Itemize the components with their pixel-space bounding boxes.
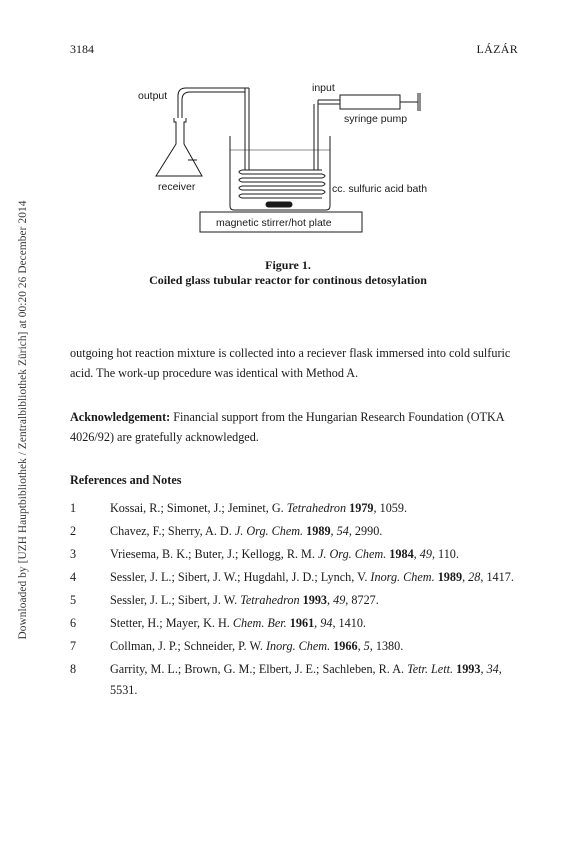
reference-number: 6 [70,616,77,630]
reference-volume: , 54 [330,524,349,538]
reference-journal: Tetrahedron [240,593,300,607]
reference-year: 1989 [434,570,463,584]
reference-list [70,498,530,703]
reference-item [70,613,530,634]
figure-caption: Coiled glass tubular reactor for continous detosylation [149,273,427,287]
reference-journal: Tetrahedron [286,501,347,515]
reference-pages: , 1059. [373,501,408,515]
reference-pages: , 1380. [369,639,404,653]
reference-number: 1 [70,501,77,515]
reference-volume: , 94 [314,616,333,630]
reference-item [70,636,530,657]
reference-item [70,659,530,701]
reference-volume: , 49 [413,547,432,561]
reference-year: 1989 [303,524,331,538]
reference-journal: Tetr. Lett. [407,662,454,676]
syringe-barrel [340,95,400,109]
reference-volume: , 5 [357,639,370,653]
acknowledgement-text: Financial support from the Hungarian Research Foundation (OTKA 4026/92) are gratefully acknowledged. [70,410,504,444]
reference-pages: , 2990. [348,524,383,538]
reference-number: 5 [70,593,77,607]
page-number: 3184 [70,42,94,56]
reference-item [70,590,530,611]
reference-item [70,567,530,588]
reference-volume: , 34 [480,662,499,676]
label-stirrer: magnetic stirrer/hot plate [216,217,332,229]
input-tube [314,100,340,170]
download-watermark: Downloaded by [UZH Hauptbibliothek / Zentralbibliothek Zürich] at 00:20 26 December 2014 [17,200,29,640]
reference-number: 3 [70,547,77,561]
stir-bar [266,202,292,207]
reference-number: 2 [70,524,77,538]
reference-journal: Chem. Ber. [232,616,287,630]
reference-journal: Inorg. Chem. [265,639,331,653]
glass-coil [239,170,325,198]
reference-authors: Vriesema, B. K.; Buter, J.; Kellogg, R. M. [110,547,318,561]
reference-year: 1984 [386,547,414,561]
reference-journal: Inorg. Chem. [370,570,435,584]
reference-pages: , 1410. [332,616,366,630]
connecting-tube [245,88,249,170]
figure-title: Figure 1. [265,258,311,272]
running-head-author: LÁZÁR [476,42,518,56]
reference-item [70,498,530,519]
reference-pages: , 5531. [110,662,502,697]
label-input: input [312,82,335,94]
label-output: output [138,90,168,102]
acknowledgement-paragraph [70,407,530,447]
reference-number: 8 [70,662,77,676]
reference-year: 1993 [299,593,327,607]
reference-year: 1993 [453,662,481,676]
label-receiver: receiver [158,181,196,193]
references-heading: References and Notes [70,473,182,487]
reference-authors: Chavez, F.; Sherry, A. D. [110,524,235,538]
reference-pages: , 8727. [345,593,379,607]
reference-pages: , 110. [431,547,459,561]
reference-authors: Kossai, R.; Simonet, J.; Jeminet, G. [110,501,287,515]
reference-year: 1979 [346,501,374,515]
reference-number: 4 [70,570,77,584]
reference-authors: Sessler, J. L.; Sibert, J. W.; Hugdahl, J. D.; Lynch, V. [110,570,371,584]
reference-volume: , 49 [327,593,346,607]
reference-authors: Garrity, M. L.; Brown, G. M.; Elbert, J. E.; Sachleben, R. A. [110,662,408,676]
body-paragraph: outgoing hot reaction mixture is collected into a reciever flask immersed into cold sulfuric acid. The work-up procedure was identical with Method A. [70,346,511,380]
label-acid-bath: cc. sulfuric acid bath [332,183,428,195]
reference-year: 1961 [286,616,315,630]
reference-item [70,521,530,542]
acknowledgement-label: Acknowledgement: [70,410,171,424]
reference-year: 1966 [330,639,358,653]
reference-authors: Sessler, J. L.; Sibert, J. W. [110,593,241,607]
reference-item [70,544,530,565]
reference-number: 7 [70,639,77,653]
reference-pages: , 1417. [480,570,514,584]
reference-authors: Stetter, H.; Mayer, K. H. [110,616,233,630]
reference-volume: , 28 [462,570,481,584]
reference-authors: Collman, J. P.; Schneider, P. W. [110,639,266,653]
label-syringe-pump: syringe pump [344,113,408,125]
reference-journal: J. Org. Chem. [234,524,304,538]
reference-journal: J. Org. Chem. [317,547,387,561]
receiver-flask [156,118,202,176]
reactor-diagram [130,78,450,238]
output-tube [178,88,245,118]
